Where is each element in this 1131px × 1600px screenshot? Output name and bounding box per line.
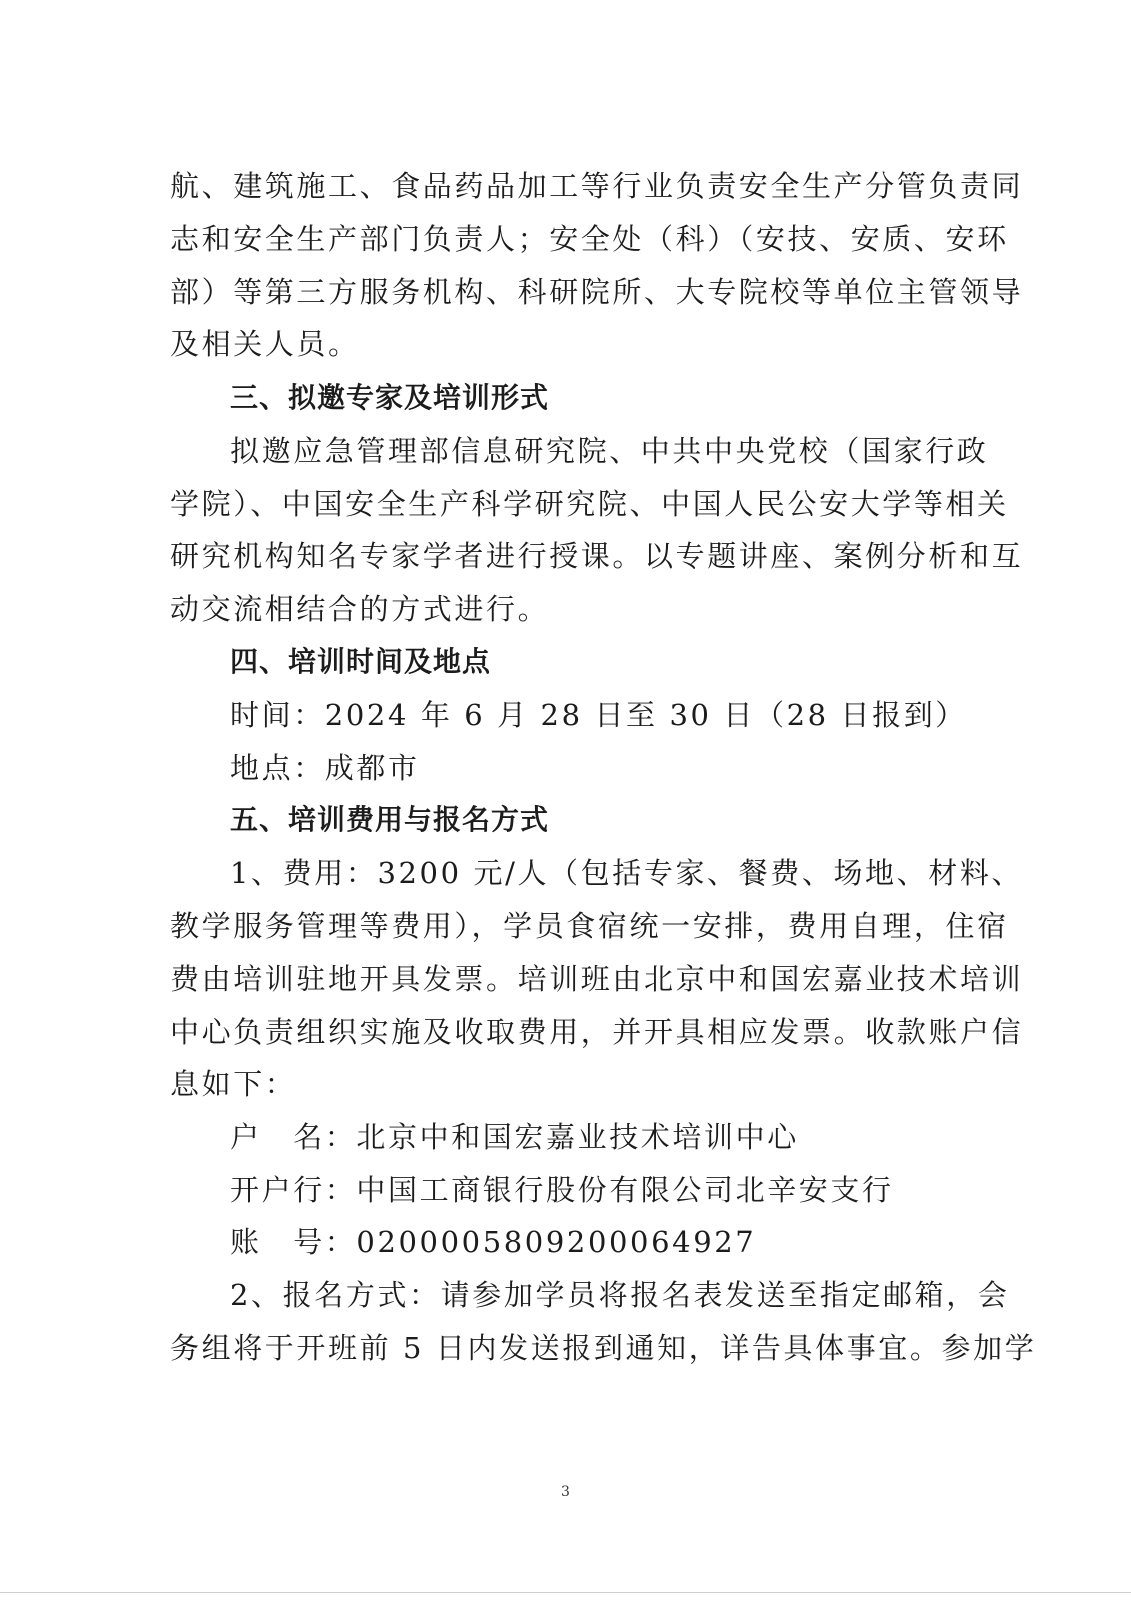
paragraph-line: 教学服务管理等费用），学员食宿统一安排，费用自理，住宿 bbox=[170, 909, 1009, 943]
scan-edge-line bbox=[0, 1592, 1131, 1593]
training-place: 地点：成都市 bbox=[230, 751, 420, 785]
section-heading-5: 五、培训费用与报名方式 bbox=[230, 803, 550, 836]
paragraph-line: 动交流相结合的方式进行。 bbox=[170, 592, 550, 626]
paragraph-line: 及相关人员。 bbox=[170, 327, 360, 361]
account-name: 户 名：北京中和国宏嘉业技术培训中心 bbox=[230, 1120, 799, 1154]
paragraph-line: 拟邀应急管理部信息研究院、中共中央党校（国家行政 bbox=[230, 434, 989, 468]
paragraph-line: 部）等第三方服务机构、科研院所、大专院校等单位主管领导 bbox=[170, 275, 1024, 309]
page-number: 3 bbox=[561, 1484, 570, 1500]
section-heading-4: 四、培训时间及地点 bbox=[230, 645, 492, 678]
paragraph-line: 2、报名方式：请参加学员将报名表发送至指定邮箱，会 bbox=[230, 1278, 1010, 1312]
paragraph-line: 航、建筑施工、食品药品加工等行业负责安全生产分管负责同 bbox=[170, 169, 1024, 203]
paragraph-line: 学院）、中国安全生产科学研究院、中国人民公安大学等相关 bbox=[170, 487, 1009, 521]
paragraph-line: 志和安全生产部门负责人；安全处（科）（安技、安质、安环 bbox=[170, 222, 1009, 256]
paragraph-line: 中心负责组织实施及收取费用，并开具相应发票。收款账户信 bbox=[170, 1015, 1024, 1049]
paragraph-line: 息如下： bbox=[170, 1067, 297, 1101]
section-heading-3: 三、拟邀专家及培训形式 bbox=[230, 381, 550, 414]
paragraph-line: 研究机构知名专家学者进行授课。以专题讲座、案例分析和互 bbox=[170, 539, 1024, 573]
account-number: 账 号：0200005809200064927 bbox=[230, 1225, 757, 1259]
paragraph-line: 1、费用：3200 元/人（包括专家、餐费、场地、材料、 bbox=[230, 856, 1024, 890]
paragraph-line: 务组将于开班前 5 日内发送报到通知，详告具体事宜。参加学 bbox=[170, 1331, 1037, 1365]
training-time: 时间：2024 年 6 月 28 日至 30 日（28 日报到） bbox=[230, 698, 967, 732]
bank-name: 开户行：中国工商银行股份有限公司北辛安支行 bbox=[230, 1173, 894, 1207]
paragraph-line: 费由培训驻地开具发票。培训班由北京中和国宏嘉业技术培训 bbox=[170, 962, 1024, 996]
